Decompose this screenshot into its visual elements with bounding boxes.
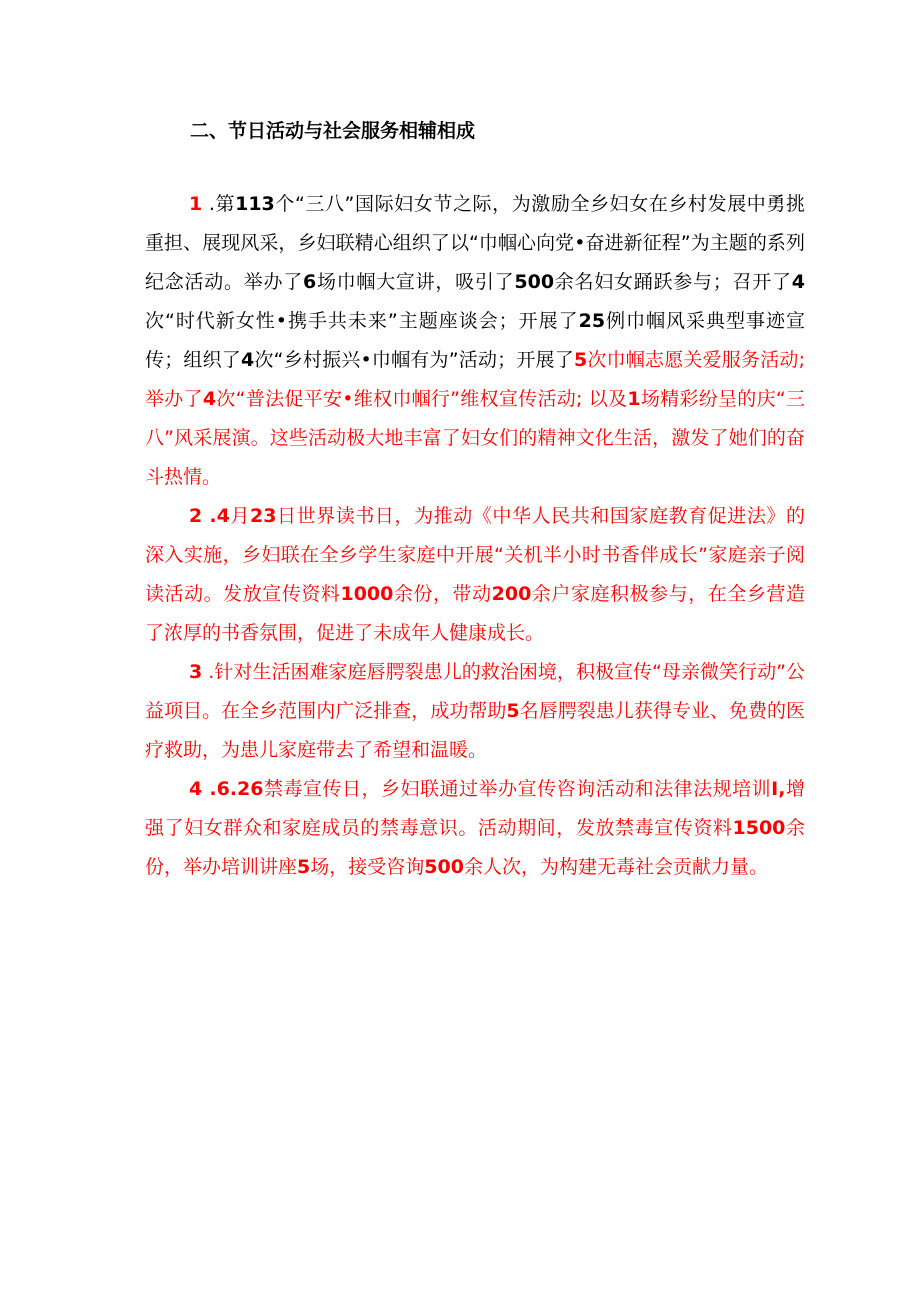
paragraph-text-segment: 6 [302,271,317,293]
paragraph-text-segment: 例巾帼风采典型事迹宣传；组织了 [145,310,805,371]
paragraph-text-segment: .针对生活困难家庭唇腭裂患儿的救治困境，积极宣传“母亲微笑行动”公益项目。在全乡范围内广泛排查，成功帮助 [145,661,805,722]
paragraph-text-segment: 3 [189,661,203,683]
paragraph-text-segment: 4 [202,388,217,410]
paragraph-text-segment: 场巾帼大宣讲，吸引了 [316,271,515,293]
paragraph-text-segment: 日世界读书日，为推动《中华人民共和国家庭教育促进法》的深入实施，乡妇联在全乡学生家庭中开展“关机半小时书香伴成长”家庭亲子阅读活动。发放宣传资料 [145,505,805,605]
paragraph-text-segment: .6.26 [202,778,264,800]
paragraph-text-segment: 25 [578,310,606,332]
paragraph-text-segment: 113 [235,193,275,215]
paragraph-text-segment: .4 [202,505,230,527]
paragraph-text-segment: 1500 [732,817,786,839]
paragraph-text-segment: 1 [189,193,203,215]
paragraph-text-segment: 增强了妇女群众和家庭成员的禁毒意识。活动期间，发放禁毒宣传资料 [145,778,805,839]
paragraph-text-segment: 场，接受咨询 [310,856,425,878]
paragraph-text-segment: 5 [506,700,520,722]
paragraph-text-segment: 余人次，为构建无毒社会贡献力量。 [463,856,768,878]
paragraph-text-segment: 个“三八”国际妇女节之际，为激励全乡妇女在乡村发展中勇挑重担、展现风采，乡妇联精心组织了以“巾帼心向党•奋进新征程”为主题的系列纪念活动。举办了 [145,193,805,293]
paragraph-text-segment: 余份，举办培训讲座 [145,817,805,878]
paragraph-text-segment: 余户家庭积极参与，在全乡营造了浓厚的书香氛围，促进了未成年人健康成长。 [145,583,805,644]
paragraph-text-segment: 4 [189,778,203,800]
paragraph-text-segment: 500 [514,271,555,293]
paragraph-2 [145,497,805,653]
paragraph-4 [145,770,805,887]
document-body [145,185,805,887]
paragraph-text-segment: 5 [573,349,588,371]
paragraph-text-segment: 1000 [340,583,394,605]
paragraph-text-segment: 次“乡村振兴•巾帼有为”活动；开展了 [254,349,574,371]
paragraph-text-segment: 2 [189,505,203,527]
paragraph-text-segment: I, [771,778,786,800]
paragraph-text-segment: 名唇腭裂患儿获得专业、免费的医疗救助，为患儿家庭带去了希望和温暖。 [145,700,805,761]
paragraph-text-segment: 场精彩纷呈的庆“三八”风采展演。这些活动极大地丰富了妇女们的精神文化生活，激发了她们的奋斗热情。 [145,388,806,488]
paragraph-text-segment: 4 [791,271,805,293]
paragraph-text-segment: 禁毒宣传日，乡妇联通过举办宣传咨询活动和法律法规培训 [263,778,772,800]
paragraph-text-segment: 次巾帼志愿关爱服务活动; 举办了 [145,349,805,410]
paragraph-1 [145,185,805,497]
paragraph-text-segment: 1 [627,388,641,410]
paragraph-3 [145,653,805,770]
paragraph-text-segment: .第 [202,193,236,215]
paragraph-text-segment: 4 [241,349,255,371]
paragraph-text-segment: 余份，带动 [393,583,492,605]
paragraph-text-segment: 次“时代新女性•携手共未来”主题座谈会；开展了 [145,310,579,332]
paragraph-text-segment: 200 [491,583,532,605]
paragraph-text-segment: 余名妇女踊跃参与；召开了 [554,271,792,293]
paragraph-text-segment: 500 [424,856,464,878]
paragraph-text-segment: 23 [250,505,277,527]
paragraph-text-segment: 5 [297,856,311,878]
section-heading: 二、节日活动与社会服务相辅相成 [190,120,476,142]
paragraph-text-segment: 次“普法促平安•维权巾帼行”维权宣传活动; 以及 [216,388,628,410]
paragraph-text-segment: 月 [229,505,251,527]
